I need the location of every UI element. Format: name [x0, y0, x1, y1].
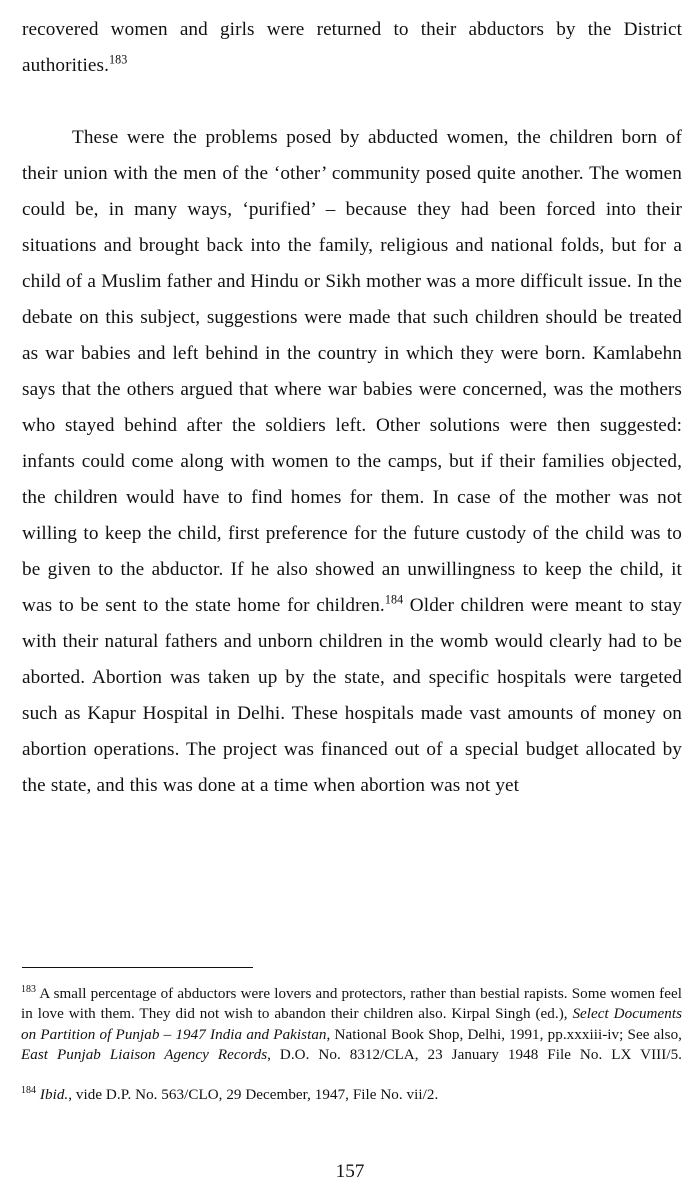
footnote-reference-184: 184: [384, 592, 404, 607]
footnote-block: [21, 984, 682, 1106]
footnote-reference-183: 183: [109, 52, 128, 67]
footnote-183: $^{183}$ A small percentage of abductors were lovers and protectors, rather than bestial rapists. Some women feel in love with them. They did not wish to abandon their children also. Kirpal Singh (ed.), Select Documents on Partition of Punjab – 1947 India and Pakistan, National Book Shop, Delhi, 1991, pp.xxxiii-iv; See also, East Punjab Liaison Agency Records, D.O. No. 8312/CLA, 23 January 1948 File No. LX VIII/5.: [21, 983, 683, 1063]
footnote-184: $^{184}$ Ibid., vide D.P. No. 563/CLO, 29 December, 1947, File No. vii/2.: [21, 1085, 439, 1104]
paragraph-2: These were the problems posed by abducted women, the children born of their union with the men of the ‘other’ community posed quite another. The women could be, in many ways, ‘purified’ – because they had been forced into their situations and brought back into the family, religious and national folds, but for a child of a Muslim father and Hindu or Sikh mother was a more difficult issue. In the debate on this subject, suggestions were made that such children should be treated as war babies and left behind in the country in which they were born. Kamlabehn says that the others argued that where war babies were concerned, was the mothers who stayed behind after the soldiers left. Other solutions were then suggested: infants could come along with women to the camps, but if their families objected, the children would have to find homes for them. In case of the mother was not willing to keep the child, first preference for the future custody of the child was to be given to the abductor. If he also showed an unwillingness to keep the child, it was to be sent to the state home for children.$^{184}$ Older children were meant to stay with their natural fathers and unborn children in the womb would clearly had to be aborted. Abortion was taken up by the state, and specific hospitals were targeted such as Kapur Hospital in Delhi. These hospitals made vast amounts of money on abortion operations. The project was financed out of a special budget allocated by the state, and this was done at a time when abortion was not yet: [22, 127, 682, 796]
italic-title: Ibid.: [39, 1087, 69, 1104]
paragraph-1: recovered women and girls were returned to their abductors by the District authorities.$^{183}$: [22, 19, 682, 76]
footnote-marker-184: 184: [21, 1085, 37, 1097]
footnote-separator-rule: [22, 967, 253, 968]
footnote-marker-183: 183: [21, 983, 37, 995]
italic-title: Select Documents on Partition of Punjab – 1947 India and Pakistan: [21, 1006, 683, 1043]
italic-title: East Punjab Liaison Agency Records: [21, 1046, 268, 1063]
body-text-block: [22, 12, 682, 804]
page-number: 157: [335, 1161, 365, 1182]
